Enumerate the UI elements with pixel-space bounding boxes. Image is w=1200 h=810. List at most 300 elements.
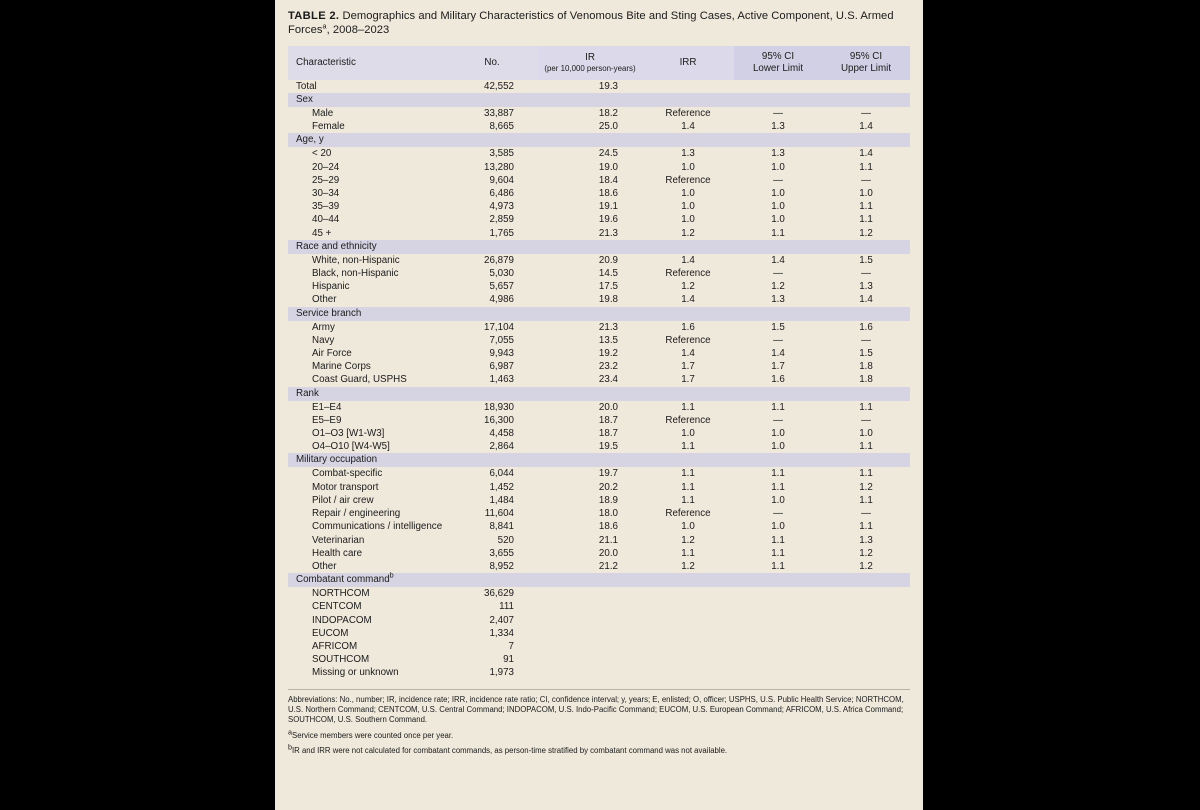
column-header-irr [642,46,734,80]
table-section-row [288,573,910,587]
cell-irr: 1.1 [642,467,734,480]
table-row [288,373,910,386]
title-footnote-marker-a: a [322,21,327,31]
row-label: Repair / engineering [288,507,446,520]
footnote-b [288,742,910,756]
table-row [288,494,910,507]
cell-ci-lower [734,627,822,640]
table-row [288,547,910,560]
table-row [288,267,910,280]
cell-irr: 1.3 [642,147,734,160]
cell-no: 7,055 [446,334,538,347]
cell-ci-lower: 1.0 [734,200,822,213]
cell-ir: 18.9 [538,494,642,507]
section-label: Military occupation [288,453,910,467]
cell-irr: 1.0 [642,200,734,213]
cell-ci-lower: — [734,414,822,427]
row-label: Combat-specific [288,467,446,480]
cell-ci-lower: 1.0 [734,161,822,174]
cell-ir: 19.7 [538,467,642,480]
table-section-row [288,240,910,254]
row-label: Motor transport [288,481,446,494]
table-section-row [288,387,910,401]
cell-ci-lower: 1.4 [734,347,822,360]
section-label: Race and ethnicity [288,240,910,254]
cell-ir: 18.2 [538,107,642,120]
cell-ci-upper: — [822,334,910,347]
table-row [288,414,910,427]
cell-no: 5,657 [446,280,538,293]
cell-irr: 1.7 [642,360,734,373]
cell-ci-upper: — [822,267,910,280]
table-row [288,534,910,547]
cell-irr [642,614,734,627]
cell-ci-lower: 1.1 [734,467,822,480]
cell-ci-lower: 1.0 [734,213,822,226]
cell-irr: 1.0 [642,520,734,533]
cell-irr: 1.4 [642,254,734,267]
cell-ci-upper: 1.4 [822,293,910,306]
cell-irr: 1.0 [642,427,734,440]
cell-ir: 14.5 [538,267,642,280]
cell-no: 111 [446,600,538,613]
cell-ir: 19.8 [538,293,642,306]
cell-ci-upper: 1.5 [822,254,910,267]
cell-ci-upper: 1.4 [822,147,910,160]
column-header-characteristic [288,46,446,80]
section-label: Rank [288,387,910,401]
cell-no: 26,879 [446,254,538,267]
cell-no: 2,407 [446,614,538,627]
column-header-ci-upper-label2: Upper Limit [840,62,892,74]
table-row [288,507,910,520]
table-number-label: TABLE 2. [288,10,340,22]
row-label: Veterinarian [288,534,446,547]
row-label: Pilot / air crew [288,494,446,507]
notes-divider [288,689,910,690]
table-row [288,427,910,440]
cell-irr: 1.2 [642,560,734,573]
cell-no: 13,280 [446,161,538,174]
cell-irr [642,80,734,93]
column-header-characteristic-label: Characteristic [296,57,356,69]
cell-no: 8,841 [446,520,538,533]
table-section-row [288,133,910,147]
row-label: Female [288,120,446,133]
cell-irr: Reference [642,267,734,280]
cell-ci-lower [734,80,822,93]
column-header-ci-lower-label1: 95% CI [761,51,795,63]
cell-ci-upper: 1.3 [822,280,910,293]
cell-no: 1,463 [446,373,538,386]
table-row [288,120,910,133]
cell-ci-upper: 1.1 [822,213,910,226]
table-section-row [288,93,910,107]
cell-irr: Reference [642,107,734,120]
cell-no: 6,987 [446,360,538,373]
row-label: 35–39 [288,200,446,213]
cell-irr: Reference [642,174,734,187]
table-body [288,80,910,680]
section-footnote-marker: b [389,570,394,580]
cell-ci-upper: 1.8 [822,373,910,386]
cell-ci-upper: — [822,414,910,427]
table-row [288,401,910,414]
cell-ci-lower [734,614,822,627]
cell-irr: 1.0 [642,213,734,226]
table-row [288,520,910,533]
cell-no: 4,986 [446,293,538,306]
table-row [288,600,910,613]
table-row [288,187,910,200]
cell-ir: 17.5 [538,280,642,293]
cell-ci-lower: 1.3 [734,293,822,306]
cell-ir: 23.2 [538,360,642,373]
cell-ci-upper: 1.3 [822,534,910,547]
cell-ci-upper: 1.0 [822,427,910,440]
footnote-a [288,727,910,741]
cell-no: 4,973 [446,200,538,213]
column-header-irr-label: IRR [679,57,697,69]
abbreviations-note: Abbreviations: No., number; IR, incidence rate; IRR, incidence rate ratio; CI, confidence interval; y, years; E, enlisted; O, officer; USPHS, U.S. Public Health Service; NORTHCOM, U.S. Northern Command; CENTCOM, U.S. Central Command; INDOPACOM, U.S. Indo-Pacific Command; EUCOM, U.S. European Command; AFRICOM, U.S. Africa Command; SOUTHCOM, U.S. Southern Command. [288,694,904,725]
table-title [288,9,910,38]
cell-ci-lower: — [734,174,822,187]
row-label: 20–24 [288,161,446,174]
cell-irr: 1.7 [642,373,734,386]
cell-irr [642,666,734,679]
table-row [288,213,910,226]
row-label: < 20 [288,147,446,160]
cell-ci-upper: 1.0 [822,187,910,200]
cell-ci-lower: 1.2 [734,280,822,293]
cell-ir: 18.7 [538,427,642,440]
row-label: Army [288,321,446,334]
cell-ir: 19.2 [538,347,642,360]
cell-irr: 1.4 [642,120,734,133]
cell-ir: 19.1 [538,200,642,213]
table-row [288,80,910,93]
cell-ir [538,614,642,627]
table-page [275,0,923,810]
table-header [288,46,910,80]
cell-irr [642,640,734,653]
table-row [288,293,910,306]
cell-ir: 18.4 [538,174,642,187]
column-header-ci-upper [822,46,910,80]
cell-no: 42,552 [446,80,538,93]
cell-ci-lower: — [734,107,822,120]
table-row [288,254,910,267]
cell-ci-lower: 1.0 [734,187,822,200]
cell-no: 4,458 [446,427,538,440]
row-label: E1–E4 [288,401,446,414]
cell-ci-upper: — [822,174,910,187]
cell-ci-upper: 1.1 [822,520,910,533]
row-label: EUCOM [288,627,446,640]
cell-ci-upper [822,627,910,640]
cell-irr: 1.1 [642,481,734,494]
cell-ir: 13.5 [538,334,642,347]
cell-ci-lower: 1.6 [734,373,822,386]
table-section-row [288,453,910,467]
cell-no: 5,030 [446,267,538,280]
cell-ci-upper: 1.2 [822,481,910,494]
table-row [288,147,910,160]
cell-ir: 20.0 [538,401,642,414]
cell-ir: 23.4 [538,373,642,386]
table-row [288,347,910,360]
cell-irr: 1.0 [642,187,734,200]
cell-ci-lower [734,587,822,600]
table-row [288,161,910,174]
footnote-a-marker: a [288,727,292,737]
demographics-table [288,46,910,680]
cell-ci-upper: 1.2 [822,227,910,240]
section-label: Sex [288,93,910,107]
table-row [288,440,910,453]
section-label: Combatant command$^b$ [288,573,910,587]
cell-ci-upper: 1.8 [822,360,910,373]
cell-ci-upper [822,614,910,627]
cell-ci-upper: 1.2 [822,560,910,573]
cell-ir: 20.0 [538,547,642,560]
cell-ci-upper: — [822,507,910,520]
row-label: Coast Guard, USPHS [288,373,446,386]
cell-irr: 1.1 [642,440,734,453]
cell-ci-lower: 1.1 [734,560,822,573]
cell-irr: Reference [642,507,734,520]
column-header-ci-upper-label1: 95% CI [849,51,883,63]
cell-irr [642,600,734,613]
cell-no: 36,629 [446,587,538,600]
cell-ir: 18.6 [538,520,642,533]
cell-ci-lower: 1.0 [734,440,822,453]
row-label: E5–E9 [288,414,446,427]
table-notes [288,689,910,757]
cell-irr: 1.2 [642,227,734,240]
table-row [288,334,910,347]
cell-irr [642,627,734,640]
cell-ir: 18.7 [538,414,642,427]
table-row [288,360,910,373]
cell-ir [538,653,642,666]
cell-ci-lower: 1.7 [734,360,822,373]
cell-ci-lower: 1.5 [734,321,822,334]
cell-no: 3,655 [446,547,538,560]
cell-ci-lower: 1.1 [734,481,822,494]
cell-ir [538,640,642,653]
table-row [288,587,910,600]
cell-ci-lower [734,600,822,613]
table-title-years: , 2008–2023 [326,24,390,37]
row-label: Total [288,80,446,93]
cell-irr [642,587,734,600]
cell-irr: 1.2 [642,280,734,293]
table-row [288,280,910,293]
cell-no: 9,604 [446,174,538,187]
cell-ci-upper: 1.4 [822,120,910,133]
cell-ir: 21.2 [538,560,642,573]
cell-no: 1,452 [446,481,538,494]
table-row [288,627,910,640]
table-row [288,107,910,120]
cell-no: 18,930 [446,401,538,414]
cell-no: 520 [446,534,538,547]
cell-ci-upper [822,600,910,613]
cell-ir [538,627,642,640]
cell-ci-upper: 1.1 [822,467,910,480]
cell-no: 33,887 [446,107,538,120]
cell-irr: 1.1 [642,494,734,507]
cell-ci-lower [734,666,822,679]
cell-no: 2,859 [446,213,538,226]
cell-ir [538,600,642,613]
cell-ci-lower: 1.4 [734,254,822,267]
cell-ci-upper: 1.2 [822,547,910,560]
cell-irr: 1.1 [642,401,734,414]
table-row [288,666,910,679]
table-row [288,467,910,480]
cell-ci-lower: 1.0 [734,520,822,533]
cell-irr: 1.1 [642,547,734,560]
cell-ci-lower: 1.3 [734,120,822,133]
row-label: O1–O3 [W1-W3] [288,427,446,440]
section-label: Service branch [288,307,910,321]
cell-ir: 18.6 [538,187,642,200]
cell-irr: 1.4 [642,347,734,360]
cell-ir: 20.9 [538,254,642,267]
row-label: Marine Corps [288,360,446,373]
cell-no: 1,973 [446,666,538,679]
cell-no: 9,943 [446,347,538,360]
cell-ci-lower: 1.1 [734,401,822,414]
row-label: SOUTHCOM [288,653,446,666]
cell-no: 91 [446,653,538,666]
cell-ci-lower: — [734,334,822,347]
cell-ir [538,587,642,600]
cell-ci-upper [822,640,910,653]
cell-ci-lower: 1.3 [734,147,822,160]
row-label: AFRICOM [288,640,446,653]
cell-no: 1,484 [446,494,538,507]
cell-no: 8,665 [446,120,538,133]
cell-ci-lower: — [734,267,822,280]
row-label: Other [288,293,446,306]
column-header-ir-label: IR [585,52,595,64]
row-label: Male [288,107,446,120]
cell-ci-upper: 1.5 [822,347,910,360]
cell-ir: 24.5 [538,147,642,160]
cell-ir: 19.5 [538,440,642,453]
cell-ir: 20.2 [538,481,642,494]
table-row [288,653,910,666]
row-label: Navy [288,334,446,347]
table-section-row [288,307,910,321]
cell-ir [538,666,642,679]
row-label: Hispanic [288,280,446,293]
cell-no: 1,334 [446,627,538,640]
cell-ci-lower [734,653,822,666]
row-label: 45 + [288,227,446,240]
cell-ir: 18.0 [538,507,642,520]
row-label: 25–29 [288,174,446,187]
cell-ir: 21.3 [538,321,642,334]
row-label: INDOPACOM [288,614,446,627]
table-row [288,227,910,240]
cell-ci-lower: 1.0 [734,427,822,440]
row-label: O4–O10 [W4-W5] [288,440,446,453]
cell-no: 6,486 [446,187,538,200]
cell-ir: 25.0 [538,120,642,133]
footnote-b-text: IR and IRR were not calculated for combatant commands, as person-time stratified by combatant command was not available. [292,746,728,756]
cell-ci-upper: — [822,107,910,120]
footnote-b-marker: b [288,742,292,752]
column-header-no [446,46,538,80]
row-label: Air Force [288,347,446,360]
cell-no: 6,044 [446,467,538,480]
cell-no: 8,952 [446,560,538,573]
cell-ci-lower: 1.1 [734,227,822,240]
row-label: Communications / intelligence [288,520,446,533]
table-row [288,614,910,627]
cell-ci-upper [822,666,910,679]
cell-no: 3,585 [446,147,538,160]
column-header-ci-lower [734,46,822,80]
row-label: Missing or unknown [288,666,446,679]
cell-irr: Reference [642,334,734,347]
cell-ir: 19.0 [538,161,642,174]
table-row [288,174,910,187]
cell-irr: 1.0 [642,161,734,174]
row-label: White, non-Hispanic [288,254,446,267]
row-label: Health care [288,547,446,560]
cell-ir: 21.1 [538,534,642,547]
cell-ci-upper: 1.1 [822,440,910,453]
table-row [288,640,910,653]
cell-ir: 19.3 [538,80,642,93]
column-header-ir [538,46,642,80]
cell-no: 17,104 [446,321,538,334]
cell-ci-lower: — [734,507,822,520]
cell-ci-upper [822,587,910,600]
table-row [288,200,910,213]
table-row [288,481,910,494]
table-row [288,560,910,573]
footnote-a-text: Service members were counted once per year. [292,730,454,740]
cell-no: 11,604 [446,507,538,520]
row-label: Other [288,560,446,573]
cell-ci-upper: 1.1 [822,161,910,174]
cell-ci-upper: 1.6 [822,321,910,334]
column-header-no-label: No. [484,57,500,69]
cell-ci-upper: 1.1 [822,401,910,414]
cell-no: 7 [446,640,538,653]
cell-ci-upper [822,80,910,93]
cell-ci-lower: 1.0 [734,494,822,507]
cell-ir: 21.3 [538,227,642,240]
cell-irr [642,653,734,666]
column-header-ir-sublabel: (per 10,000 person-years) [544,63,636,73]
row-label: 30–34 [288,187,446,200]
row-label: 40–44 [288,213,446,226]
cell-ci-lower: 1.1 [734,534,822,547]
cell-ir: 19.6 [538,213,642,226]
cell-ci-upper: 1.1 [822,200,910,213]
column-header-ci-lower-label2: Lower Limit [752,62,804,74]
row-label: CENTCOM [288,600,446,613]
section-label: Age, y [288,133,910,147]
cell-no: 1,765 [446,227,538,240]
